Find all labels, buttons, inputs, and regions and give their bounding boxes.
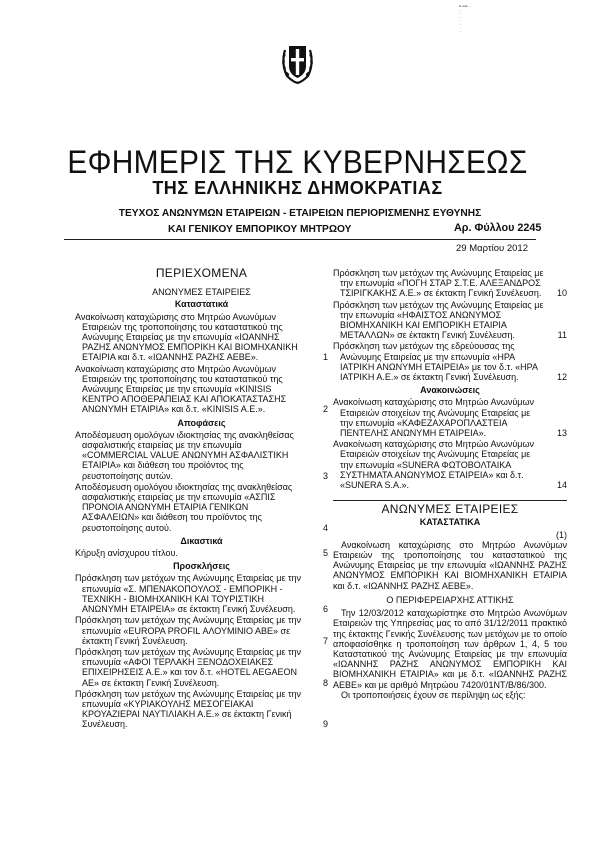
section-title: ΑΝΩΝΥΜΕΣ ΕΤΑΙΡΕΙΕΣ — [333, 500, 567, 514]
contact-line: ... — [459, 11, 462, 16]
toc-entry-text: Πρόσκληση των μετόχων της Ανώνυμης Εταιρείας με την επωνυμία «Σ. ΜΠΕΝΑΚΟΠΟΥΛΟΣ - ΕΜΠΟΡΙΚΗ - ΤΕΧΝΙΚΗ - ΒΙΟΜΗΧΑΝΙΚΗ ΚΑΙ ΤΟΥΡΙΣΤΙΚΗ ΑΝΩΝΥΜΗ ΕΤΑΙΡΕΙΑ» σε έκτακτη Γενική Συνέλευση. — [75, 573, 302, 615]
toc-entry[interactable] — [75, 615, 328, 646]
contact-line: ... — [459, 29, 462, 34]
toc-entry[interactable] — [75, 312, 328, 363]
article-paragraph: Την 12/03/2012 καταχωρίστηκε στο Μητρώο Ανωνύμων Εταιρειών της Υπηρεσίας μας το από 31/12/2011 πρακτικό της έκτακτης Γενικής Συνέλευσης των μετόχων με το οποίο αποφασίσθηκε η τροποποίηση των άρθρων 1, 4, 5 του Καταστατικού της Ανώνυμης Εταιρείας με την επωνυμία «ΙΩΑΝΝΗΣ ΡΑΖΗΣ ΑΝΩΝΥΜΟΣ ΕΜΠΟΡΙΚΗ ΚΑΙ ΒΙΟΜΗΧΑΝΙΚΗ ΕΤΑΙΡΙΑ» και με δ.τ. «ΙΩΑΝΝΗΣ ΡΑΖΗΣ ΑΕΒΕ» και με αριθμό Μητρώου 7420/01ΝΤ/Β/86/300. — [333, 608, 567, 690]
toc-page-number: 12 — [556, 372, 567, 383]
toc-entry[interactable] — [75, 430, 328, 481]
toc-entry-text: Ανακοίνωση καταχώρισης στο Μητρώο Ανωνύμων Εταιρειών στοιχείων της Ανώνυμης Εταιρείας με την επωνυμία «ΚΑΦΕΖΑΧΑΡΟΠΛΑΣΤΕΙΑ ΠΕΝΤΕΛΗΣ ΑΝΩΝΥΜΗ ΕΤΑΙΡΕΙΑ». — [333, 397, 534, 439]
gazette-subtitle: ΤΗΣ ΕΛΛΗΝΙΚΗΣ ΔΗΜΟΚΡΑΤΙΑΣ — [152, 178, 443, 198]
toc-entry-text: Ανακοίνωση καταχώρισης στο Μητρώο Ανωνύμων Εταιρειών της τροποποίησης του καταστατικού της Ανώνυμης Εταιρείας με την επωνυμία «KINISIS ΚΕΝΤΡΟ ΑΠΟΘΕΡΑΠΕΙΑΣ ΚΑΙ ΑΠΟΚΑΤΑΣΤΑΣΗΣ ΑΝΩΝΥΜΗ ΕΤΑΙΡΙΑ» και δ.τ. «KINISIS A.E.». — [75, 363, 287, 415]
toc-page-number: 9 — [322, 719, 328, 730]
toc-entry-text: Πρόσκληση των μετόχων της Ανώνυμης Εταιρείας με την επωνυμία «EUROPA PROFIL ΑΛΟΥΜΙΝΙΟ ΑΒΕ» σε έκτακτη Γενική Συνέλευση. — [75, 615, 302, 646]
issue-series-line: ΤΕΥΧΟΣ ΑΝΩΝΥΜΩΝ ΕΤΑΙΡΕΙΩΝ - ΕΤΑΙΡΕΙΩΝ ΠΕΡΙΟΡΙΣΜΕΝΗΣ ΕΥΘΥΝΗΣ — [118, 208, 482, 219]
toc-entry-text: Πρόσκληση των μετόχων της Ανώνυμης Εταιρείας με την επωνυμία «ΠΟΓΗ ΣΤΑΡ Σ.Τ.Ε. ΑΛΕΞΑΝΔΡΟΣ ΤΣΙΡΙΓΚΑΚΗΣ Α.Ε.» σε έκτακτη Γενική Συνέλευση. — [333, 268, 544, 299]
toc-heading: ΠΕΡΙΕΧΟΜΕΝΑ — [155, 266, 248, 280]
toc-column-left — [75, 268, 328, 730]
contact-line: Ε-mail: ... — [459, 4, 472, 8]
contact-line: ... — [459, 25, 462, 30]
gazette-title: ΕΦΗΜΕΡΙΣ ΤΗΣ ΚΥΒΕΡΝΗΣΕΩΣ — [67, 144, 528, 180]
toc-page-number: 13 — [556, 428, 567, 439]
toc-entry[interactable] — [333, 341, 567, 382]
toc-subheading: Δικαστικά — [180, 535, 223, 546]
toc-entry-text: Ανακοίνωση καταχώρισης στο Μητρώο Ανωνύμων Εταιρειών στοιχείων της Ανώνυμης Εταιρείας με την επωνυμία «SUNERA ΦΩΤΟΒΟΛΤΑΙΚΑ ΣΥΣΤΗΜΑΤΑ ΑΝΩΝΥΜΟΣ ΕΤΑΙΡΕΙΑ» και δ.τ. «SUNERA S.A.». — [333, 439, 534, 491]
toc-entry-text: Πρόσκληση των μετόχων της Ανώνυμης Εταιρείας με την επωνυμία «ΚΥΡΙΑΚΟΥΛΗΣ ΜΕΣΟΓΕΙΑΚΑΙ ΚΡΟΥΑΖΙΕΡΑΙ ΝΑΥΤΙΛΙΑΚΗ Α.Ε.» σε έκτακτη Γενική Συνέλευση. — [75, 688, 302, 730]
issue-date: 29 Μαρτίου 2012 — [456, 243, 528, 254]
subsection-title: ΚΑΤΑΣΤΑΤΙΚΑ — [419, 517, 481, 528]
toc-entry[interactable] — [75, 689, 328, 730]
toc-entry[interactable] — [75, 647, 328, 688]
toc-subheading: Προσκλήσεις — [173, 561, 230, 572]
toc-entry[interactable] — [333, 268, 567, 299]
toc-page-number: 1 — [322, 352, 328, 363]
toc-page-number: 10 — [556, 288, 567, 299]
toc-column-right — [333, 268, 567, 700]
toc-page-number: 14 — [556, 480, 567, 491]
toc-page-number: 8 — [322, 677, 328, 688]
toc-entry-text: Αποδέσμευση ομολόγων ιδιοκτησίας της ανακληθείσας ασφαλιστικής εταιρείας με την επωνυμία «COMMERCIAL VALUE ΑΝΩΝΥΜΗ ΑΣΦΑΛΙΣΤΙΚΗ ΕΤΑΙΡΙΑ» και διάθεση του προϊόντος της ρευστοποίησης αυτών. — [75, 429, 294, 481]
contact-line: ... — [459, 18, 462, 23]
toc-entry-text: Αποδέσμευση ομολόγου ιδιοκτησίας της ανακληθείσας ασφαλιστικής εταιρείας με την επωνυμία «ΑΣΠΙΣ ΠΡΟΝΟΙΑ ΑΝΩΝΥΜΗ ΕΤΑΙΡΙΑ ΓΕΝΙΚΩΝ ΑΣΦΑΛΕΙΩΝ» και διάθεση του προϊόντος της ρευστοποίησης αυτού. — [75, 481, 293, 533]
contact-line: ... — [459, 14, 462, 19]
toc-entry[interactable] — [75, 573, 328, 614]
article-paragraph: Οι τροποποιήσεις έχουν σε περίληψη ως εξής: — [341, 689, 526, 700]
toc-page-number: 11 — [557, 330, 567, 341]
toc-entry-text: Πρόσκληση των μετόχων της εδρεύουσας της Ανώνυμης Εταιρείας με την επωνυμία «ΗΡΑ ΙΑΤΡΙΚΗ ΑΝΩΝΥΜΗ ΕΤΑΙΡΕΙΑ» με τον δ.τ. «ΗΡΑ ΙΑΤΡΙΚΗ Α.Ε.» σε έκτακτη Γενική Συνέλευση. — [333, 341, 538, 383]
issue-series-line: ΚΑΙ ΓΕΝΙΚΟΥ ΕΜΠΟΡΙΚΟΥ ΜΗΤΡΩΟΥ — [168, 224, 352, 235]
toc-subheading: Αποφάσεις — [177, 417, 226, 428]
toc-entry-text: Ανακοίνωση καταχώρισης στο Μητρώο Ανωνύμων Εταιρειών της τροποποίησης του καταστατικού της Ανώνυμης Εταιρείας με την επωνυμία «ΙΩΑΝΝΗΣ ΡΑΖΗΣ ΑΝΩΝΥΜΟΣ ΕΜΠΟΡΙΚΗ ΚΑΙ ΒΙΟΜΗΧΑΝΙΚΗ ΕΤΑΙΡΙΑ και δ.τ. «ΙΩΑΝΝΗΣ ΡΑΖΗΣ ΑΕΒΕ». — [75, 311, 298, 363]
issuing-authority: Ο ΠΕΡΙΦΕΡΕΙΑΡΧΗΣ ΑΤΤΙΚΗΣ — [386, 594, 514, 605]
toc-section-heading: ΑΝΩΝΥΜΕΣ ΕΤΑΙΡΕΙΕΣ — [152, 287, 251, 298]
toc-page-number: 6 — [322, 604, 328, 615]
article-number: (1) — [556, 529, 567, 540]
toc-page-number: 5 — [322, 548, 328, 559]
article-intro: Ανακοίνωση καταχώρισης στο Μητρώο Ανωνύμων Εταιρειών της τροποποίησης του καταστατικού της Ανώνυμης Εταιρείας με την επωνυμία «ΙΩΑΝΝΗΣ ΡΑΖΗΣ ΑΝΩΝΥΜΟΣ ΕΜΠΟΡΙΚΗ ΚΑΙ ΒΙΟΜΗΧΑΝΙΚΗ ΕΤΑΙΡΙΑ και δ.τ. «ΙΩΑΝΝΗΣ ΡΑΖΗΣ ΑΕΒΕ». — [333, 539, 567, 591]
greek-coat-of-arms-icon — [279, 42, 316, 85]
toc-entry[interactable] — [75, 548, 328, 558]
toc-page-number: 7 — [322, 635, 328, 646]
toc-entry-text: Κήρυξη ανίσχυρου τίτλου. — [75, 548, 178, 559]
sheet-number: Αρ. Φύλλου 2245 — [454, 222, 542, 234]
contact-line: ... — [459, 21, 462, 26]
toc-page-number: 3 — [322, 470, 328, 481]
toc-entry[interactable] — [333, 300, 567, 341]
toc-entry[interactable] — [75, 482, 328, 533]
toc-entry[interactable] — [333, 439, 567, 490]
toc-page-number: 2 — [322, 404, 328, 415]
toc-subheading: Καταστατικά — [174, 299, 229, 310]
toc-entry-text: Πρόσκληση των μετόχων της Ανώνυμης Εταιρείας με την επωνυμία «ΗΦΑΙΣΤΟΣ ΑΝΩΝΥΜΟΣ ΒΙΟΜΗΧΑΝΙΚΗ ΚΑΙ ΕΜΠΟΡΙΚΗ ΕΤΑΙΡΙΑ ΜΕΤΑΛΛΩΝ» σε έκτακτη Γενική Συνέλευση. — [333, 299, 544, 341]
toc-entry[interactable] — [333, 397, 567, 438]
toc-entry[interactable] — [75, 364, 328, 415]
header-divider — [64, 239, 536, 240]
toc-page-number: 4 — [322, 522, 328, 533]
toc-subheading: Ανακοινώσεις — [420, 385, 480, 396]
toc-entry-text: Πρόσκληση των μετόχων της Ανώνυμης Εταιρείας με την επωνυμία «ΑΦΟΙ ΤΕΡΛΑΚΗ ΞΕΝΟΔΟΧΕΙΑΚΕΣ ΕΠΙΧΕΙΡΗΣΕΙΣ Α.Ε.» και τον δ.τ. «HOTEL AEGAEON AE» σε έκτακτη Γενική Συνέλευση. — [75, 646, 302, 688]
contact-line: ... — [459, 7, 462, 12]
publisher-contact-block — [459, 5, 539, 34]
